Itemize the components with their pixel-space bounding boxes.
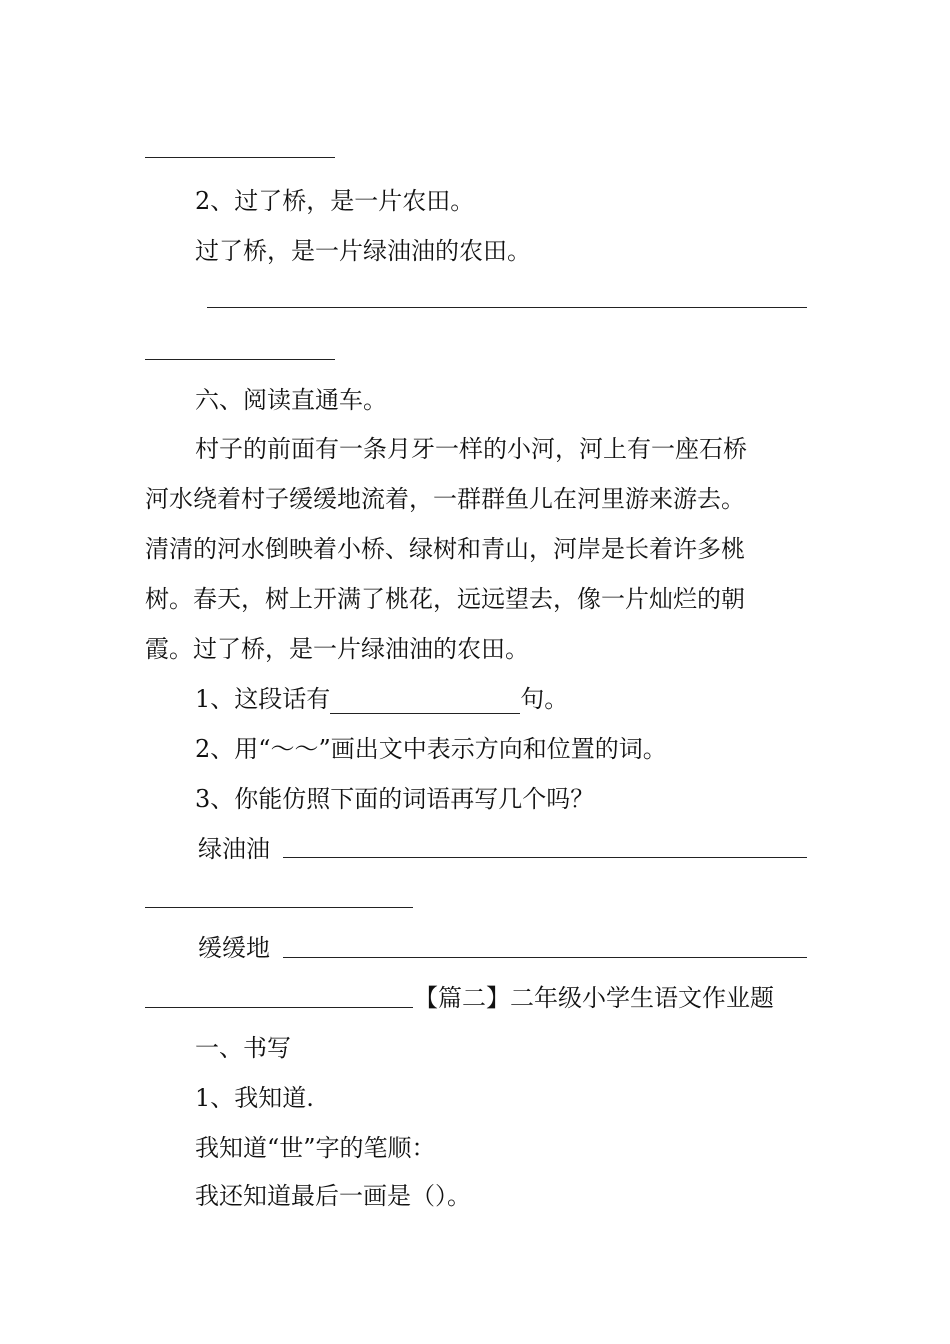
passage-line-5: 霞。过了桥，是一片绿油油的农田。: [145, 635, 529, 663]
section-6-title: 六、阅读直通车。: [195, 386, 387, 414]
section-1-question-1-a: 我知道“世”字的笔顺：: [195, 1134, 436, 1162]
example-word-1: 绿油油: [198, 835, 270, 863]
question-2-example: 过了桥，是一片绿油油的农田。: [195, 237, 531, 265]
passage-line-1: 村子的前面有一条月牙一样的小河，河上有一座石桥: [195, 435, 747, 463]
section-1-title: 一、书写: [195, 1034, 291, 1062]
section-1-question-1: 1、我知道.: [195, 1084, 314, 1112]
answer-line: [145, 157, 335, 158]
part-2-title: 【篇二】二年级小学生语文作业题: [414, 984, 774, 1012]
passage-line-3: 清清的河水倒映着小桥、绿树和青山，河岸是长着许多桃: [145, 535, 745, 563]
reading-question-1: [195, 684, 568, 714]
reading-question-2: 2、用“～～”画出文中表示方向和位置的词。: [195, 735, 667, 763]
answer-line: [283, 857, 807, 858]
answer-blank[interactable]: [330, 689, 520, 714]
passage-line-4: 树。春天，树上开满了桃花，远远望去，像一片灿烂的朝: [145, 585, 745, 613]
reading-question-1-suffix: 句。: [520, 685, 569, 713]
answer-line: [145, 359, 335, 360]
passage-line-2: 河水绕着村子缓缓地流着，一群群鱼儿在河里游来游去。: [145, 485, 745, 513]
question-2-header: 2、过了桥，是一片农田。: [195, 187, 475, 215]
section-1-question-1-b: 我还知道最后一画是（）。: [195, 1182, 471, 1210]
reading-question-1-prefix: 1、这段话有: [195, 685, 331, 713]
answer-line: [145, 907, 413, 908]
reading-question-3: 3、你能仿照下面的词语再写几个吗？: [195, 785, 595, 813]
example-word-2: 缓缓地: [198, 934, 270, 962]
answer-line: [145, 1007, 413, 1008]
answer-line: [283, 957, 807, 958]
answer-line: [207, 307, 807, 308]
